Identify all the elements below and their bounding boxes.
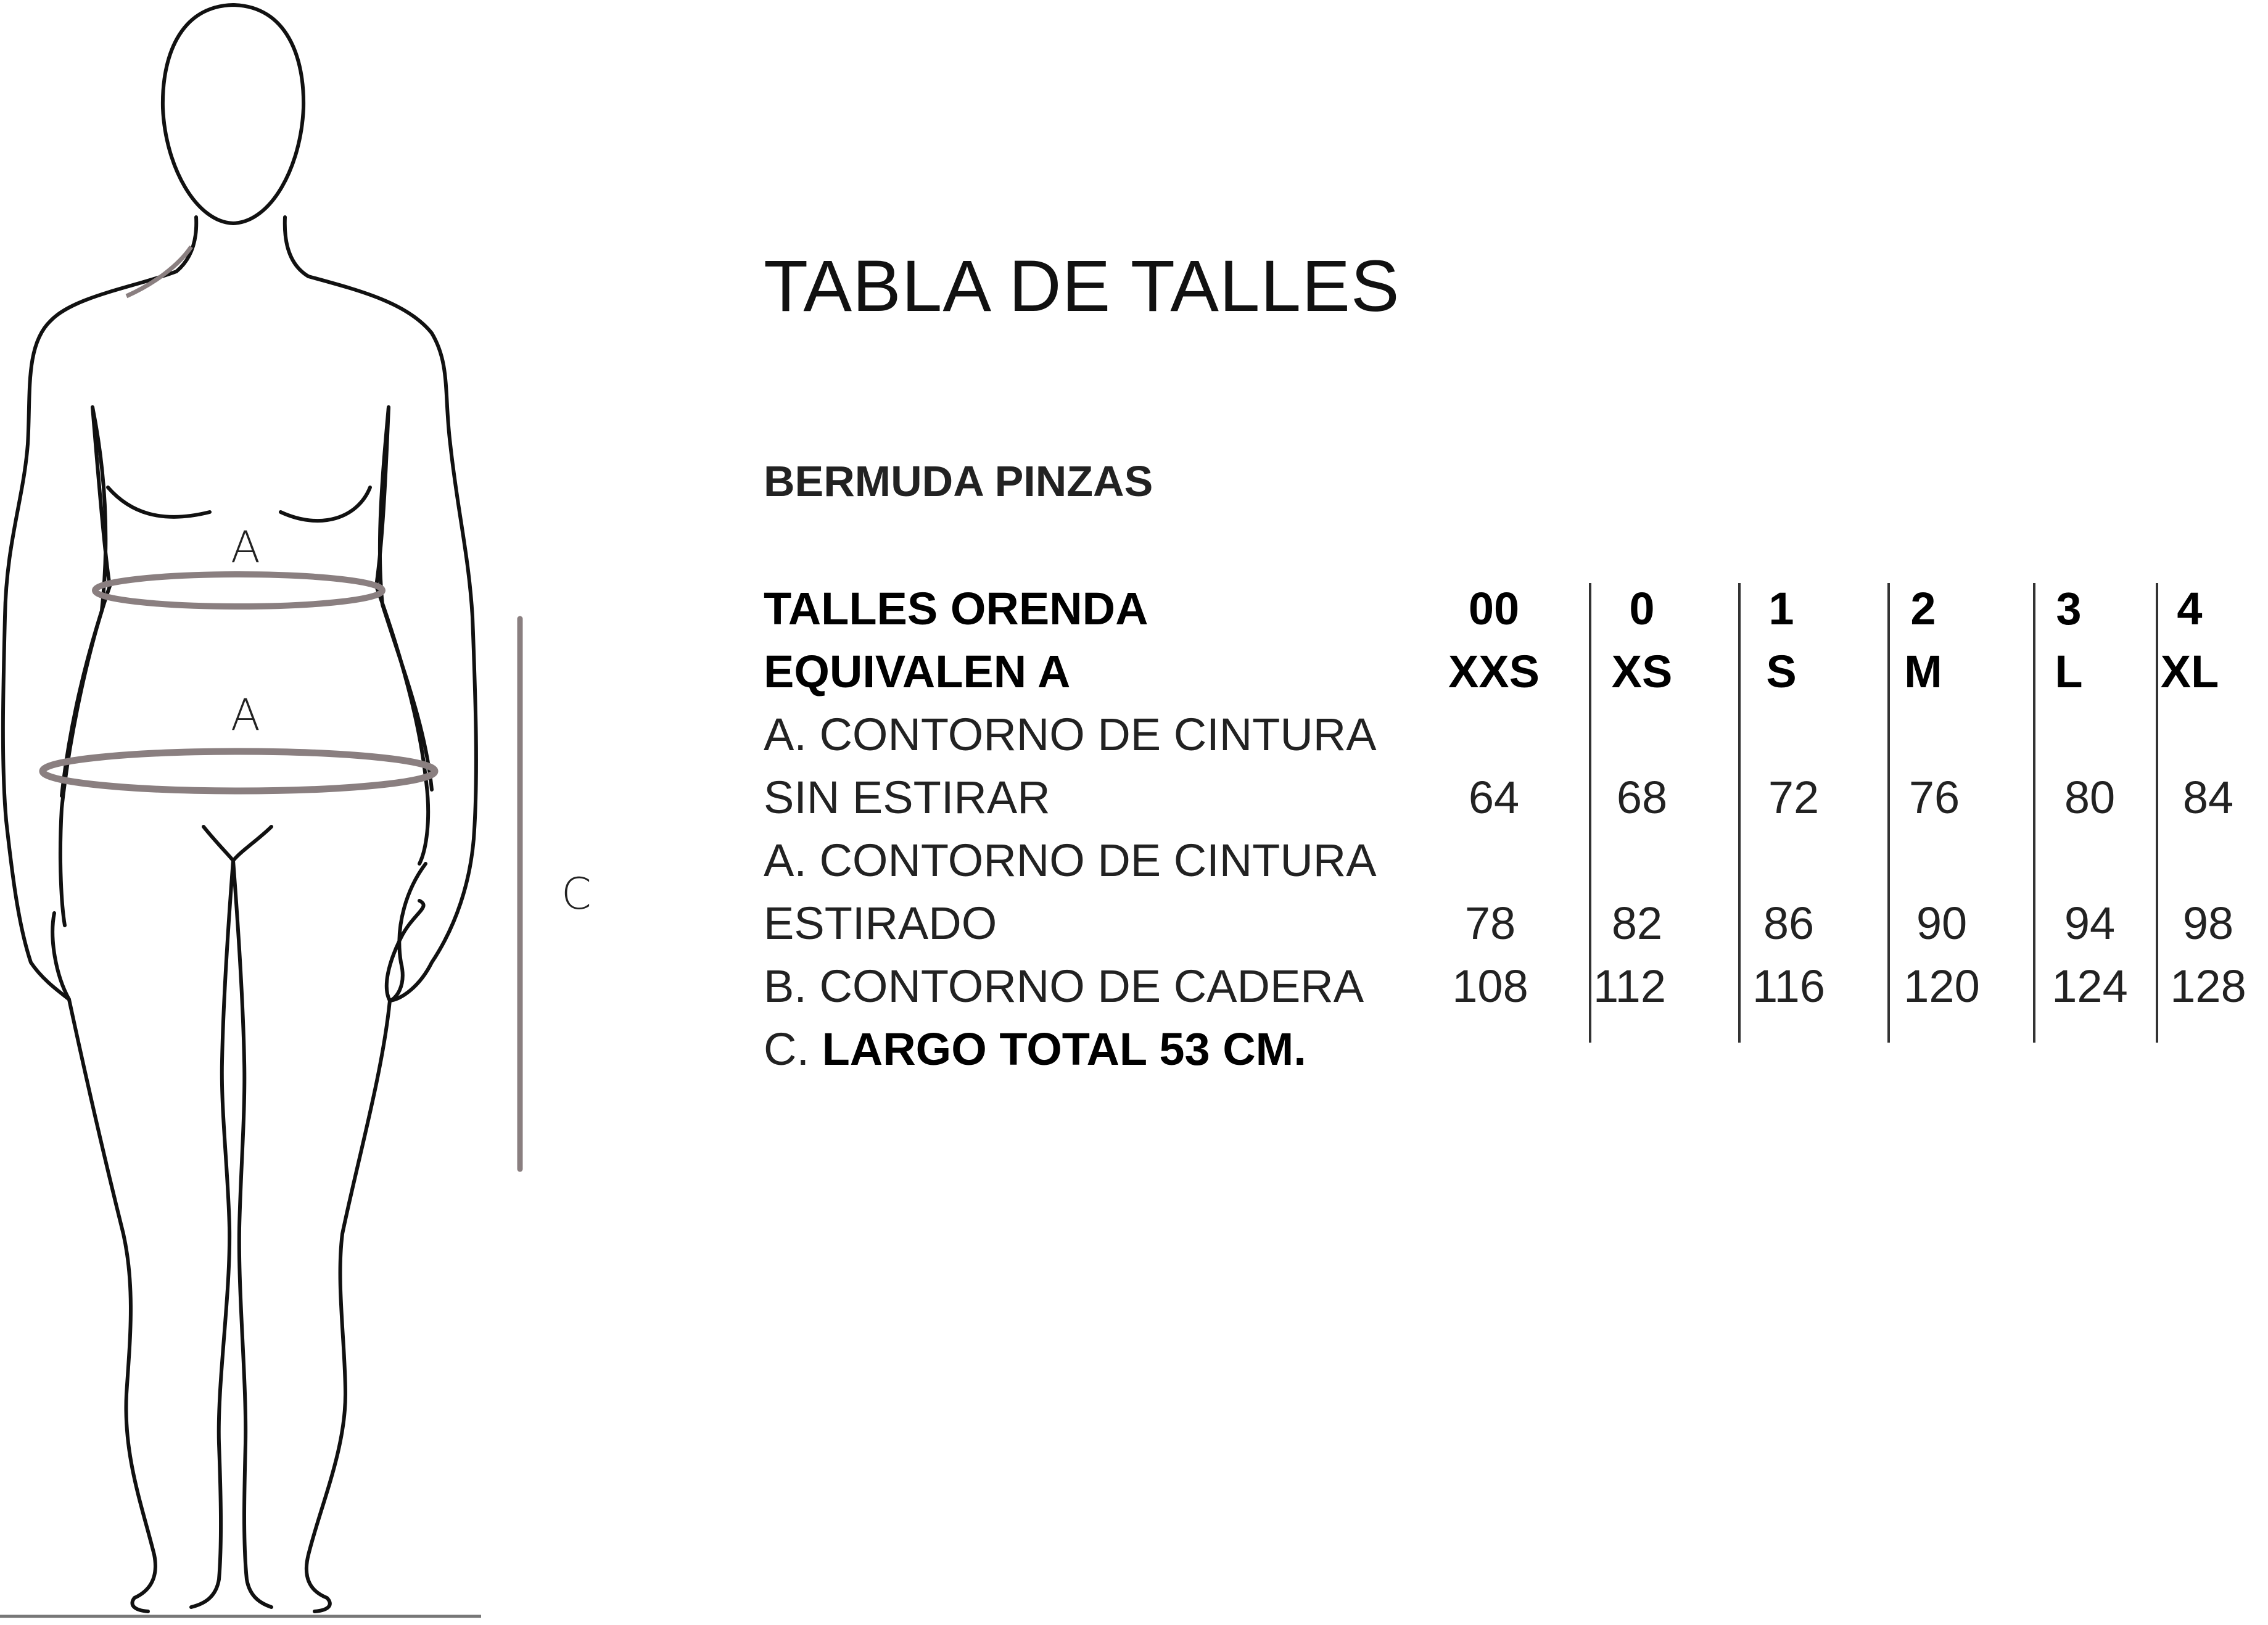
value-cell: 86 [1763, 898, 1815, 949]
total-length-prefix: C. [764, 1023, 809, 1075]
size-cell: 4 [2177, 583, 2203, 634]
waist-measure-band [95, 574, 382, 606]
size-cell: XXS [1448, 646, 1540, 697]
table-row-label [764, 835, 2244, 899]
value-cell: 90 [1916, 898, 1968, 949]
value-cell: 80 [2064, 772, 2116, 823]
value-cell: 84 [2182, 772, 2234, 823]
row-label: B. CONTORNO DE CADERA [764, 961, 1364, 1012]
left-leg-inner [191, 861, 233, 1607]
table-row-waist-stretched [764, 898, 2244, 962]
value-cell: 94 [2064, 898, 2116, 949]
size-cell: 00 [1468, 583, 1520, 634]
size-cell: S [1766, 646, 1797, 697]
size-cell: 3 [2056, 583, 2082, 634]
hip-label: A [231, 690, 260, 740]
table-row-equivalen-a [764, 646, 2244, 711]
table-row-talles-orenda [764, 583, 2244, 648]
value-cell: 72 [1768, 772, 1820, 823]
right-leg-outer [307, 1001, 390, 1611]
hip-measure-band [43, 751, 435, 791]
value-cell: 128 [2170, 961, 2246, 1012]
total-length-note [764, 1023, 1306, 1075]
table-row-label [764, 709, 2244, 774]
row-label: SIN ESTIRAR [764, 772, 1050, 823]
body-figure-illustration [0, 0, 592, 1625]
value-cell: 98 [2182, 898, 2234, 949]
size-cell: 1 [1768, 583, 1794, 634]
value-cell: 120 [1903, 961, 1980, 1012]
row-label: EQUIVALEN A [764, 646, 1071, 697]
chest-left [108, 487, 210, 517]
value-cell: 68 [1616, 772, 1668, 823]
total-length-text: LARGO TOTAL 53 CM. [822, 1023, 1306, 1075]
head-outline [163, 5, 303, 223]
left-arm-outer [3, 271, 176, 999]
neck-right [285, 217, 308, 276]
crotch [204, 827, 271, 861]
page-title: TABLA DE TALLES [764, 246, 1400, 327]
size-cell: 0 [1629, 583, 1655, 634]
neck-accent [126, 247, 191, 296]
row-label: A. CONTORNO DE CINTURA [764, 835, 1377, 886]
value-cell: 76 [1908, 772, 1960, 823]
size-cell: 2 [1910, 583, 1936, 634]
value-cell: 108 [1452, 961, 1528, 1012]
left-leg-outer [69, 999, 155, 1611]
length-label: C [561, 869, 592, 919]
row-label: ESTIRADO [764, 898, 997, 949]
row-label: TALLES ORENDA [764, 583, 1148, 634]
size-cell: XS [1611, 646, 1673, 697]
row-label: A. CONTORNO DE CINTURA [764, 709, 1377, 760]
table-row-waist-unstretched [764, 772, 2244, 837]
size-cell: M [1904, 646, 1942, 697]
chest-right [281, 487, 370, 521]
product-name: BERMUDA PINZAS [764, 457, 1153, 505]
value-cell: 124 [2052, 961, 2128, 1012]
value-cell: 82 [1611, 898, 1663, 949]
value-cell: 112 [1593, 961, 1666, 1012]
table-row-total-length [764, 1023, 2244, 1088]
size-cell: L [2055, 646, 2083, 697]
size-cell: XL [2160, 646, 2219, 697]
value-cell: 116 [1752, 961, 1825, 1012]
value-cell: 64 [1468, 772, 1520, 823]
waist-label: A [231, 522, 260, 573]
value-cell: 78 [1464, 898, 1516, 949]
right-leg-inner [233, 861, 271, 1607]
table-row-hip [764, 961, 2246, 1025]
